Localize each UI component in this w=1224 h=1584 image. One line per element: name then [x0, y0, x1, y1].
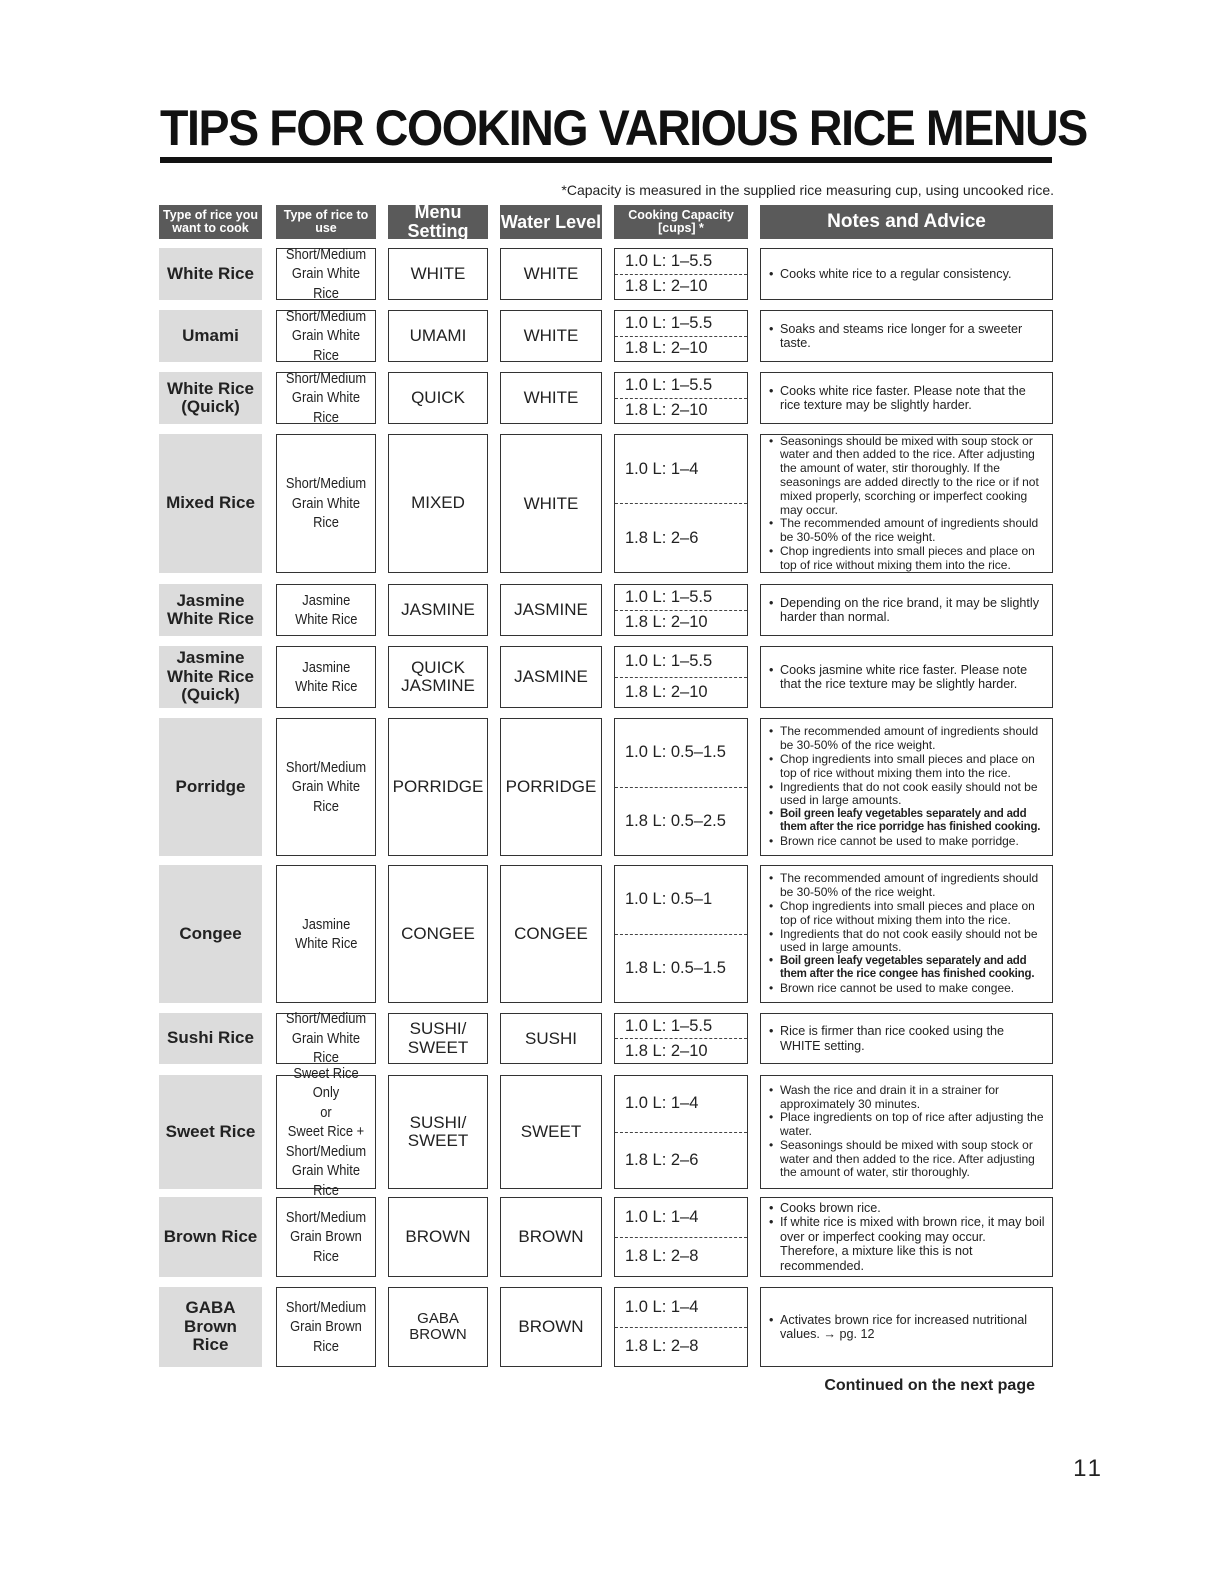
capacity-1-8l: 1.8 L: 2–10 [625, 682, 708, 701]
water-level-cell: CONGEE [500, 865, 602, 1003]
capacity-1-8l: 1.8 L: 0.5–2.5 [625, 811, 726, 830]
rice-to-use-cell [276, 1287, 376, 1367]
rice-to-use-cell [276, 865, 376, 1003]
note-item: • Ingredients that do not cook easily should not be used in large amounts. [769, 781, 1046, 809]
rice-type-cell: Porridge [159, 718, 262, 856]
water-level-cell: WHITE [500, 372, 602, 424]
table-row [0, 584, 1224, 636]
note-item: • The recommended amount of ingredients should be 30-50% of the rice weight. [769, 517, 1046, 545]
menu-setting-cell: MIXED [388, 434, 488, 573]
capacity-1-8l: 1.8 L: 2–6 [625, 1150, 699, 1169]
capacity-1-8l: 1.8 L: 2–10 [625, 1041, 708, 1060]
rice-to-use-text: Short/Medium Grain Brown Rice [285, 1298, 367, 1355]
note-item: • Wash the rice and drain it in a strainer for approximately 30 minutes. [769, 1084, 1046, 1112]
note-item: • Cooks brown rice. [769, 1201, 1046, 1215]
continued-note: Continued on the next page [824, 1377, 1035, 1394]
rice-type-cell: Sweet Rice [159, 1075, 262, 1189]
rice-type-cell: Jasmine White Rice [159, 584, 262, 636]
note-item: • The recommended amount of ingredients should be 30-50% of the rice weight. [769, 725, 1046, 753]
cooking-capacity-cell [614, 372, 748, 424]
rice-type-cell: Sushi Rice [159, 1013, 262, 1064]
page-title: TIPS FOR COOKING VARIOUS RICE MENUS [160, 100, 1087, 156]
notes-cell [760, 718, 1053, 856]
notes-cell [760, 865, 1053, 1003]
cooking-capacity-cell [614, 434, 748, 573]
menu-setting-cell: QUICK [388, 372, 488, 424]
note-item: • Chop ingredients into small pieces and place on top of rice without mixing them into the rice. [769, 545, 1046, 573]
table-row [0, 245, 1224, 302]
notes-cell [760, 310, 1053, 362]
rice-to-use-text: Sweet Rice Only or Sweet Rice + Short/Medium Grain White Rice [285, 1064, 367, 1199]
note-item: • Soaks and steams rice longer for a sweeter taste. [769, 322, 1046, 351]
water-level-cell: WHITE [500, 248, 602, 300]
table-row [0, 434, 1224, 573]
note-item: • Chop ingredients into small pieces and place on top of rice without mixing them into the rice. [769, 753, 1046, 781]
capacity-1-8l: 1.8 L: 2–6 [625, 528, 699, 547]
notes-cell [760, 434, 1053, 573]
header-notes: Notes and Advice [760, 205, 1053, 239]
menu-setting-cell: SUSHI/ SWEET [388, 1075, 488, 1189]
note-item: • Brown rice cannot be used to make congee. [769, 982, 1046, 996]
cooking-capacity-cell [614, 584, 748, 636]
rice-to-use-text: Jasmine White Rice [294, 915, 358, 952]
notes-cell [760, 1013, 1053, 1064]
rice-to-use-text: Short/Medium Grain White Rice [285, 369, 367, 426]
rice-to-use-cell [276, 1197, 376, 1277]
note-item: • Boil green leafy vegetables separately and add them after the rice porridge has finished cooking. [769, 808, 1046, 834]
rice-to-use-cell [276, 434, 376, 573]
menu-setting-cell: SUSHI/ SWEET [388, 1013, 488, 1064]
notes-cell [760, 372, 1053, 424]
capacity-1l: 1.0 L: 1–5.5 [615, 373, 747, 399]
menu-setting-cell: GABA BROWN [388, 1287, 488, 1367]
water-level-cell: JASMINE [500, 584, 602, 636]
note-item: • Brown rice cannot be used to make porridge. [769, 835, 1046, 849]
rice-to-use-text: Short/Medium Grain White Rice [285, 245, 367, 302]
table-row [0, 307, 1224, 364]
water-level-cell: WHITE [500, 434, 602, 573]
note-item: • Seasonings should be mixed with soup stock or water and then added to the rice. After adjusting the amount of water, stir thoroughly. If the seasonings are added directly to the rice or if not mixed properly, scorching or imperfect cooking may occur. [769, 435, 1046, 518]
rice-to-use-text: Short/Medium Grain White Rice [285, 307, 367, 364]
cooking-capacity-cell [614, 1075, 748, 1189]
notes-cell [760, 248, 1053, 300]
capacity-1-8l: 1.8 L: 2–10 [625, 339, 708, 358]
title-underline [160, 157, 1052, 163]
menu-setting-cell: QUICK JASMINE [388, 646, 488, 708]
rice-to-use-cell [276, 369, 376, 426]
capacity-1-8l: 1.8 L: 2–8 [625, 1247, 699, 1266]
rice-to-use-cell [276, 584, 376, 636]
note-item: • Boil green leafy vegetables separately and add them after the rice congee has finished cooking. [769, 955, 1046, 981]
header-use: Type of rice to use [276, 205, 376, 239]
table-row [0, 646, 1224, 708]
cooking-capacity-cell [614, 1197, 748, 1277]
cooking-capacity-cell [614, 646, 748, 708]
capacity-1l: 1.0 L: 1–4 [615, 1076, 747, 1133]
cooking-capacity-cell [614, 1013, 748, 1064]
capacity-1l: 1.0 L: 1–5.5 [615, 585, 747, 611]
note-item: • Cooks jasmine white rice faster. Please note that the rice texture may be slightly harder. [769, 663, 1046, 692]
rice-type-cell: White Rice [159, 248, 262, 300]
notes-cell [760, 1287, 1053, 1367]
rice-type-cell: Umami [159, 310, 262, 362]
rice-type-cell: Brown Rice [159, 1197, 262, 1277]
rice-to-use-cell [276, 307, 376, 364]
rice-to-use-cell [276, 718, 376, 856]
water-level-cell: SWEET [500, 1075, 602, 1189]
header-capacity: Cooking Capacity [cups] * [614, 205, 748, 239]
rice-type-cell: Congee [159, 865, 262, 1003]
rice-to-use-cell [276, 1064, 376, 1199]
water-level-cell: SUSHI [500, 1013, 602, 1064]
table-row [0, 1197, 1224, 1277]
water-level-cell: BROWN [500, 1197, 602, 1277]
note-item: • Rice is firmer than rice cooked using the WHITE setting. [769, 1024, 1046, 1053]
capacity-1-8l: 1.8 L: 0.5–1.5 [625, 958, 726, 977]
cooking-capacity-cell [614, 865, 748, 1003]
note-item: • The recommended amount of ingredients should be 30-50% of the rice weight. [769, 872, 1046, 900]
notes-cell [760, 1075, 1053, 1189]
table-row [0, 1010, 1224, 1067]
rice-to-use-text: Short/Medium Grain White Rice [285, 1010, 367, 1067]
capacity-1l: 1.0 L: 1–5.5 [615, 249, 747, 275]
table-row [0, 1064, 1224, 1199]
rice-type-cell: GABA Brown Rice [159, 1287, 262, 1367]
capacity-1-8l: 1.8 L: 2–8 [625, 1337, 699, 1356]
capacity-1-8l: 1.8 L: 2–10 [625, 277, 708, 296]
notes-cell [760, 646, 1053, 708]
water-level-cell: JASMINE [500, 646, 602, 708]
note-item: • Activates brown rice for increased nutritional values. → pg. 12 [769, 1313, 1046, 1342]
menu-setting-cell: WHITE [388, 248, 488, 300]
notes-cell [760, 584, 1053, 636]
cooking-capacity-cell [614, 718, 748, 856]
water-level-cell: BROWN [500, 1287, 602, 1367]
note-item: • Cooks white rice faster. Please note that the rice texture may be slightly harder. [769, 384, 1046, 413]
water-level-cell: PORRIDGE [500, 718, 602, 856]
header-menu: Menu Setting [388, 205, 488, 239]
capacity-1-8l: 1.8 L: 2–10 [625, 401, 708, 420]
capacity-1l: 1.0 L: 1–5.5 [615, 1014, 747, 1039]
rice-to-use-text: Jasmine White Rice [294, 658, 358, 695]
capacity-1l: 1.0 L: 1–5.5 [615, 311, 747, 337]
capacity-footnote: *Capacity is measured in the supplied rice measuring cup, using uncooked rice. [561, 182, 1054, 198]
capacity-1l: 1.0 L: 0.5–1.5 [615, 719, 747, 788]
cooking-capacity-cell [614, 1287, 748, 1367]
table-row [0, 369, 1224, 426]
rice-type-cell: Mixed Rice [159, 434, 262, 573]
rice-type-cell: White Rice (Quick) [159, 372, 262, 424]
header-type: Type of rice you want to cook [159, 205, 262, 239]
capacity-1l: 1.0 L: 1–4 [615, 1198, 747, 1238]
rice-to-use-text: Short/Medium Grain White Rice [285, 475, 367, 532]
capacity-1l: 1.0 L: 1–5.5 [615, 647, 747, 678]
table-row [0, 865, 1224, 1003]
cooking-capacity-cell [614, 248, 748, 300]
capacity-1-8l: 1.8 L: 2–10 [625, 613, 708, 632]
note-item: • If white rice is mixed with brown rice, it may boil over or imperfect cooking may occur. Therefore, a mixture like this is not recommended. [769, 1215, 1046, 1273]
rice-to-use-cell [276, 1010, 376, 1067]
menu-setting-cell: UMAMI [388, 310, 488, 362]
page-number: 11 [1073, 1455, 1104, 1482]
rice-to-use-cell [276, 646, 376, 708]
cooking-capacity-cell [614, 310, 748, 362]
note-item: • Ingredients that do not cook easily should not be used in large amounts. [769, 928, 1046, 956]
rice-type-cell: Jasmine White Rice (Quick) [159, 646, 262, 708]
menu-setting-cell: BROWN [388, 1197, 488, 1277]
header-water: Water Level [500, 205, 602, 239]
capacity-1l: 1.0 L: 1–4 [615, 1288, 747, 1328]
note-item: • Chop ingredients into small pieces and place on top of rice without mixing them into the rice. [769, 900, 1046, 928]
note-item: • Place ingredients on top of rice after adjusting the water. [769, 1111, 1046, 1139]
capacity-1l: 1.0 L: 1–4 [615, 435, 747, 504]
menu-setting-cell: JASMINE [388, 584, 488, 636]
capacity-1l: 1.0 L: 0.5–1 [615, 866, 747, 935]
menu-setting-cell: PORRIDGE [388, 718, 488, 856]
notes-cell [760, 1197, 1053, 1277]
rice-to-use-text: Jasmine White Rice [294, 591, 358, 628]
note-item: • Seasonings should be mixed with soup stock or water and then added to the rice. After adjusting the amount of water, stir thoroughly. [769, 1139, 1046, 1180]
rice-to-use-text: Short/Medium Grain White Rice [285, 758, 367, 815]
rice-to-use-cell [276, 245, 376, 302]
table-row [0, 718, 1224, 856]
menu-setting-cell: CONGEE [388, 865, 488, 1003]
table-row [0, 1287, 1224, 1367]
note-item: • Cooks white rice to a regular consistency. [769, 267, 1011, 281]
water-level-cell: WHITE [500, 310, 602, 362]
rice-to-use-text: Short/Medium Grain Brown Rice [285, 1208, 367, 1265]
note-item: • Depending on the rice brand, it may be slightly harder than normal. [769, 596, 1046, 625]
